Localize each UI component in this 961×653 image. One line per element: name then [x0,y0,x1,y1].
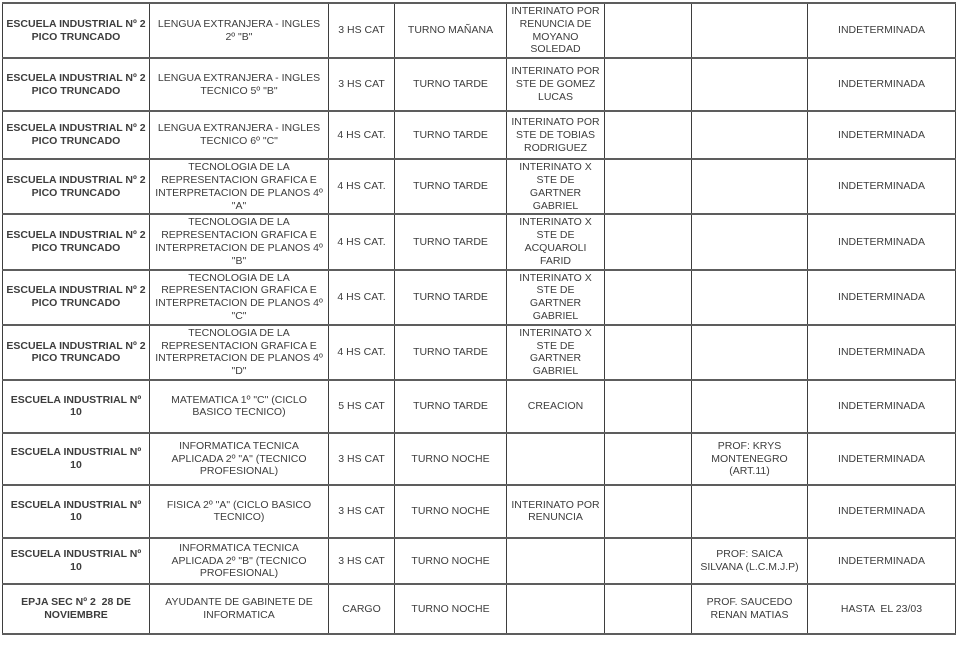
cell-school: ESCUELA INDUSTRIAL Nº 10 [3,485,150,538]
table-row [3,325,956,380]
cell-status: INTERINATO POR RENUNCIA [507,485,605,538]
table-row [3,3,956,58]
cell-shift: TURNO NOCHE [395,485,507,538]
table-row [3,111,956,159]
cell-professor [692,111,808,159]
cell-hours: 3 HS CAT [329,485,395,538]
cell-duration: INDETERMINADA [808,380,956,433]
cell-shift: TURNO TARDE [395,270,507,325]
cell-duration: INDETERMINADA [808,538,956,584]
cell-duration: INDETERMINADA [808,3,956,58]
cell-professor [692,325,808,380]
cell-hours: 4 HS CAT. [329,325,395,380]
cell-subject: FISICA 2º "A" (CICLO BASICO TECNICO) [150,485,329,538]
table-row [3,485,956,538]
table-row [3,214,956,269]
cell-status: CREACION [507,380,605,433]
cell-duration: INDETERMINADA [808,325,956,380]
cell-shift: TURNO TARDE [395,380,507,433]
cell-hours: 4 HS CAT. [329,111,395,159]
cell-extra [605,433,692,485]
cell-hours: 5 HS CAT [329,380,395,433]
table-row [3,380,956,433]
table-row [3,270,956,325]
table-row [3,584,956,634]
cell-hours: 3 HS CAT [329,58,395,111]
cell-shift: TURNO TARDE [395,111,507,159]
cell-status: INTERINATO X STE DE GARTNER GABRIEL [507,270,605,325]
cell-shift: TURNO MAÑANA [395,3,507,58]
cell-subject: TECNOLOGIA DE LA REPRESENTACION GRAFICA E INTERPRETACION DE PLANOS 4º "C" [150,270,329,325]
cell-extra [605,270,692,325]
cell-subject: LENGUA EXTRANJERA - INGLES TECNICO 6º "C" [150,111,329,159]
cell-hours: 4 HS CAT. [329,159,395,214]
cell-extra [605,325,692,380]
cell-hours: 3 HS CAT [329,538,395,584]
cell-school: ESCUELA INDUSTRIAL Nº 2 PICO TRUNCADO [3,3,150,58]
cell-duration: HASTA EL 23/03 [808,584,956,634]
cell-extra [605,380,692,433]
cell-professor: PROF: KRYS MONTENEGRO (ART.11) [692,433,808,485]
cell-professor [692,58,808,111]
cell-school: ESCUELA INDUSTRIAL Nº 2 PICO TRUNCADO [3,111,150,159]
cell-extra [605,159,692,214]
table-row [3,433,956,485]
cell-status: INTERINATO X STE DE GARTNER GABRIEL [507,325,605,380]
cell-extra [605,58,692,111]
cell-duration: INDETERMINADA [808,58,956,111]
cell-professor [692,380,808,433]
cell-subject: INFORMATICA TECNICA APLICADA 2º "A" (TECNICO PROFESIONAL) [150,433,329,485]
cell-subject: LENGUA EXTRANJERA - INGLES 2º "B" [150,3,329,58]
cell-school: ESCUELA INDUSTRIAL Nº 2 PICO TRUNCADO [3,214,150,269]
cell-school: ESCUELA INDUSTRIAL Nº 2 PICO TRUNCADO [3,159,150,214]
cell-duration: INDETERMINADA [808,214,956,269]
cell-status [507,538,605,584]
cell-extra [605,584,692,634]
cell-hours: 4 HS CAT. [329,214,395,269]
table-row [3,538,956,584]
cell-hours: 4 HS CAT. [329,270,395,325]
cell-shift: TURNO NOCHE [395,433,507,485]
cell-professor [692,485,808,538]
cell-school: EPJA SEC Nº 2 28 DE NOVIEMBRE [3,584,150,634]
cell-extra [605,111,692,159]
cell-hours: CARGO [329,584,395,634]
cell-status: INTERINATO X STE DE ACQUAROLI FARID [507,214,605,269]
table-row [3,159,956,214]
assignments-table [2,2,956,635]
cell-hours: 3 HS CAT [329,3,395,58]
cell-school: ESCUELA INDUSTRIAL Nº 10 [3,433,150,485]
cell-school: ESCUELA INDUSTRIAL Nº 2 PICO TRUNCADO [3,58,150,111]
table-body [3,3,956,634]
cell-professor [692,159,808,214]
cell-status: INTERINATO X STE DE GARTNER GABRIEL [507,159,605,214]
cell-professor [692,3,808,58]
cell-professor: PROF. SAUCEDO RENAN MATIAS [692,584,808,634]
cell-extra [605,485,692,538]
cell-shift: TURNO TARDE [395,214,507,269]
cell-status [507,433,605,485]
cell-extra [605,214,692,269]
cell-subject: AYUDANTE DE GABINETE DE INFORMATICA [150,584,329,634]
cell-duration: INDETERMINADA [808,159,956,214]
cell-subject: TECNOLOGIA DE LA REPRESENTACION GRAFICA E INTERPRETACION DE PLANOS 4º "B" [150,214,329,269]
cell-school: ESCUELA INDUSTRIAL Nº 10 [3,380,150,433]
cell-duration: INDETERMINADA [808,485,956,538]
cell-shift: TURNO TARDE [395,58,507,111]
cell-school: ESCUELA INDUSTRIAL Nº 2 PICO TRUNCADO [3,325,150,380]
cell-status: INTERINATO POR STE DE GOMEZ LUCAS [507,58,605,111]
cell-subject: TECNOLOGIA DE LA REPRESENTACION GRAFICA E INTERPRETACION DE PLANOS 4º "A" [150,159,329,214]
cell-school: ESCUELA INDUSTRIAL Nº 10 [3,538,150,584]
cell-extra [605,538,692,584]
cell-shift: TURNO TARDE [395,159,507,214]
cell-subject: INFORMATICA TECNICA APLICADA 2º "B" (TECNICO PROFESIONAL) [150,538,329,584]
cell-status [507,584,605,634]
cell-professor: PROF: SAICA SILVANA (L.C.M.J.P) [692,538,808,584]
cell-shift: TURNO NOCHE [395,538,507,584]
cell-duration: INDETERMINADA [808,433,956,485]
cell-extra [605,3,692,58]
cell-subject: TECNOLOGIA DE LA REPRESENTACION GRAFICA E INTERPRETACION DE PLANOS 4º "D" [150,325,329,380]
cell-status: INTERINATO POR RENUNCIA DE MOYANO SOLEDAD [507,3,605,58]
cell-school: ESCUELA INDUSTRIAL Nº 2 PICO TRUNCADO [3,270,150,325]
cell-professor [692,270,808,325]
cell-status: INTERINATO POR STE DE TOBIAS RODRIGUEZ [507,111,605,159]
table-row [3,58,956,111]
cell-shift: TURNO TARDE [395,325,507,380]
cell-duration: INDETERMINADA [808,111,956,159]
cell-shift: TURNO NOCHE [395,584,507,634]
cell-subject: MATEMATICA 1º "C" (CICLO BASICO TECNICO) [150,380,329,433]
cell-professor [692,214,808,269]
cell-subject: LENGUA EXTRANJERA - INGLES TECNICO 5º "B" [150,58,329,111]
cell-hours: 3 HS CAT [329,433,395,485]
cell-duration: INDETERMINADA [808,270,956,325]
